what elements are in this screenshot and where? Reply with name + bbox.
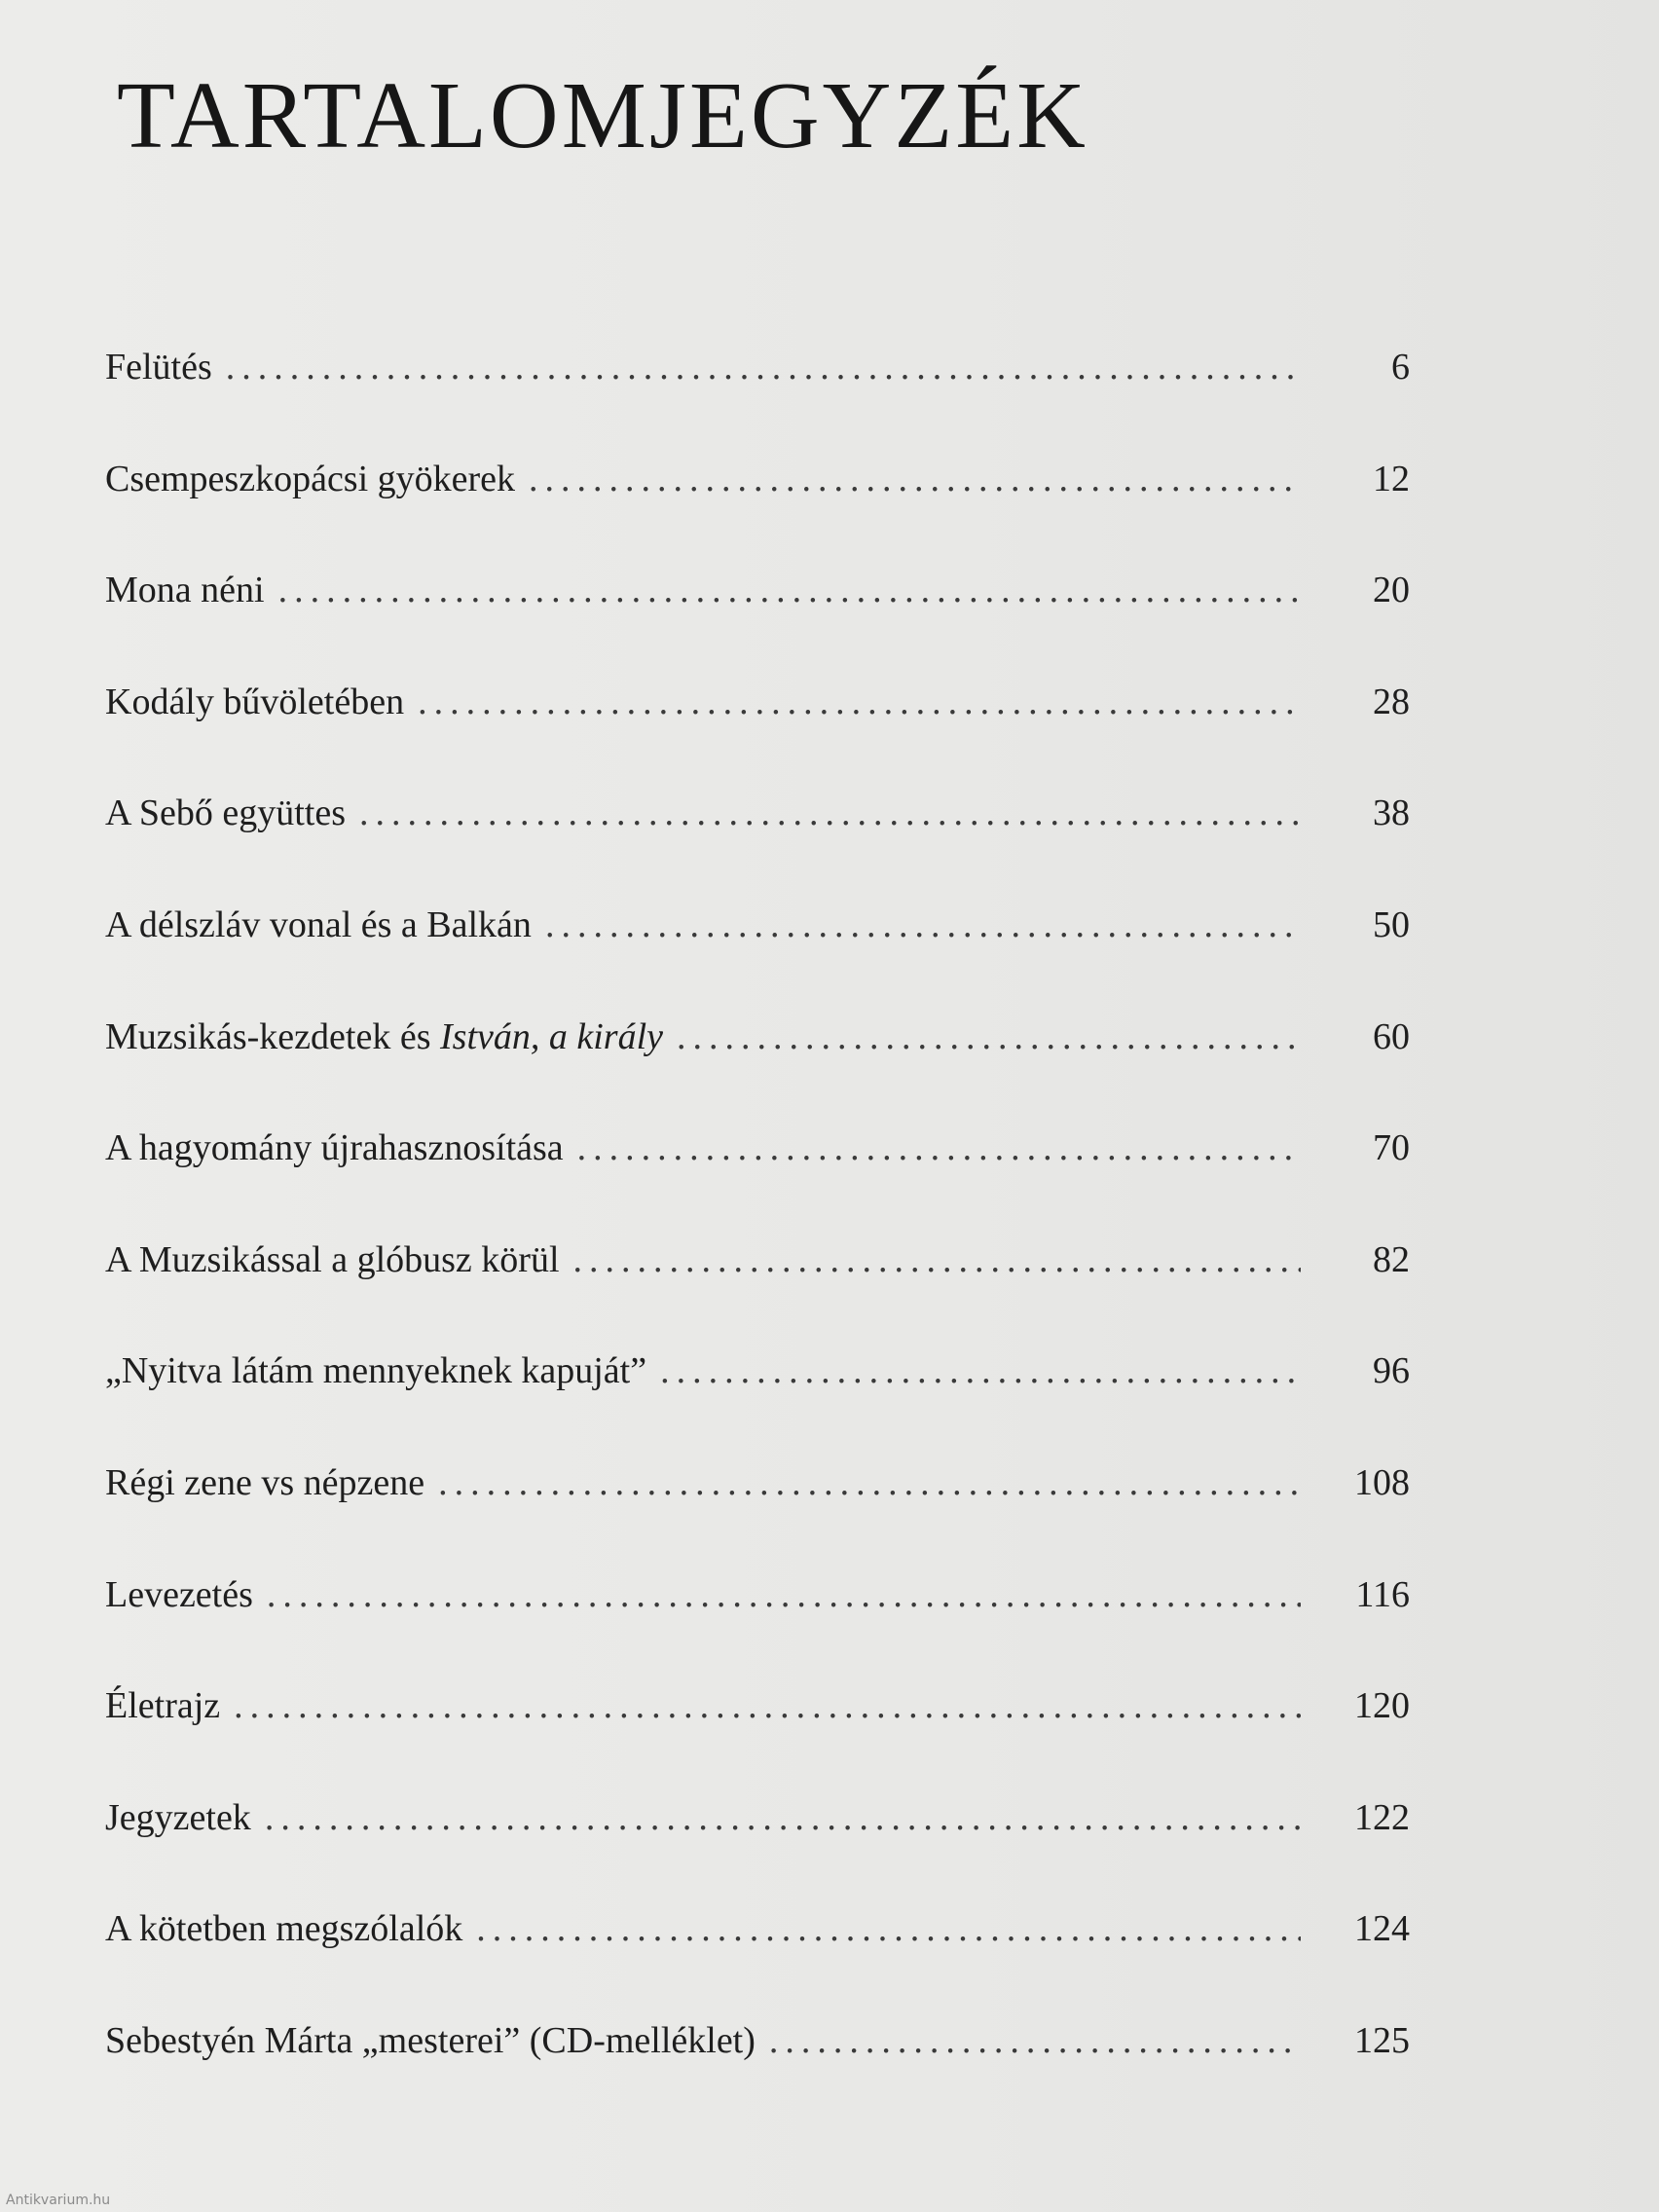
dot-leader xyxy=(476,1907,1301,1950)
toc-entry-title: A Sebő együttes xyxy=(105,793,346,834)
toc-entry xyxy=(105,569,1410,681)
toc-entry xyxy=(105,1907,1410,2019)
toc-page-number: 70 xyxy=(1373,1127,1410,1169)
toc-page-number: 50 xyxy=(1373,903,1410,945)
toc-page-number: 125 xyxy=(1354,2019,1410,2061)
toc-page-number: 96 xyxy=(1373,1350,1410,1392)
dot-leader xyxy=(267,1573,1301,1616)
toc-entry-title: A kötetben megszólalók xyxy=(105,1908,463,1950)
toc-entry-title: „Nyitva látám mennyeknek kapuját” xyxy=(105,1350,647,1392)
dot-leader xyxy=(438,1461,1301,1504)
dot-leader xyxy=(573,1238,1301,1281)
toc-page-number: 116 xyxy=(1355,1573,1410,1615)
toc-page-number: 20 xyxy=(1373,570,1410,611)
dot-leader xyxy=(226,346,1301,388)
dot-leader xyxy=(545,903,1301,946)
toc-page-number: 108 xyxy=(1354,1461,1410,1503)
toc-entry-title: A Muzsikással a glóbusz körül xyxy=(105,1238,560,1280)
toc-entry xyxy=(105,1238,1410,1350)
toc-entry-title-italic: István, a király xyxy=(440,1015,664,1057)
toc-entry xyxy=(105,1126,1410,1238)
toc-entry xyxy=(105,903,1410,1015)
dot-leader xyxy=(359,792,1301,834)
toc-entry-title-roman: Muzsikás-kezdetek és xyxy=(105,1015,440,1057)
dot-leader xyxy=(529,458,1301,500)
toc-entry xyxy=(105,458,1410,570)
toc-entry-title: Jegyzetek xyxy=(105,1796,251,1838)
toc-page-number: 60 xyxy=(1373,1015,1410,1057)
toc-entry xyxy=(105,1349,1410,1461)
toc-page-number: 12 xyxy=(1373,458,1410,499)
toc-page-number: 120 xyxy=(1354,1685,1410,1727)
toc-entry xyxy=(105,792,1410,903)
toc-entry xyxy=(105,2019,1410,2131)
toc-entry-title: Csempeszkopácsi gyökerek xyxy=(105,458,516,499)
toc-entry xyxy=(105,1684,1410,1796)
toc-entry-title: Sebestyén Márta „mesterei” (CD-melléklet) xyxy=(105,2019,756,2061)
dot-leader xyxy=(677,1015,1301,1058)
toc-entry-title: Felütés xyxy=(105,347,212,387)
toc-entry xyxy=(105,1461,1410,1573)
table-of-contents xyxy=(105,346,1410,2131)
toc-entry-title: Életrajz xyxy=(105,1685,221,1727)
dot-leader xyxy=(234,1684,1301,1727)
toc-entry xyxy=(105,1796,1410,1908)
toc-page-number: 124 xyxy=(1354,1908,1410,1950)
toc-page-number: 6 xyxy=(1391,347,1410,387)
toc-page-number: 82 xyxy=(1373,1238,1410,1280)
toc-page-number: 28 xyxy=(1373,681,1410,722)
toc-entry-title xyxy=(105,1015,663,1058)
dot-leader xyxy=(265,1796,1301,1839)
toc-page-number: 122 xyxy=(1354,1796,1410,1838)
dot-leader xyxy=(418,681,1301,723)
toc-entry xyxy=(105,346,1410,458)
dot-leader xyxy=(577,1126,1301,1169)
toc-page-number: 38 xyxy=(1373,793,1410,834)
toc-entry xyxy=(105,1015,1410,1127)
toc-entry xyxy=(105,1573,1410,1685)
toc-entry-title: Mona néni xyxy=(105,570,265,611)
watermark: Antikvarium.hu xyxy=(6,2193,111,2208)
dot-leader xyxy=(660,1349,1301,1392)
page-title: TARTALOMJEGYZÉK xyxy=(117,63,1088,168)
toc-entry-title: A hagyomány újrahasznosítása xyxy=(105,1127,564,1169)
toc-entry xyxy=(105,681,1410,793)
dot-leader xyxy=(769,2019,1301,2062)
dot-leader xyxy=(278,569,1301,611)
toc-entry-title: Levezetés xyxy=(105,1573,253,1615)
toc-entry-title: A délszláv vonal és a Balkán xyxy=(105,903,532,945)
toc-entry-title: Régi zene vs népzene xyxy=(105,1461,425,1503)
toc-entry-title: Kodály bűvöletében xyxy=(105,681,405,722)
